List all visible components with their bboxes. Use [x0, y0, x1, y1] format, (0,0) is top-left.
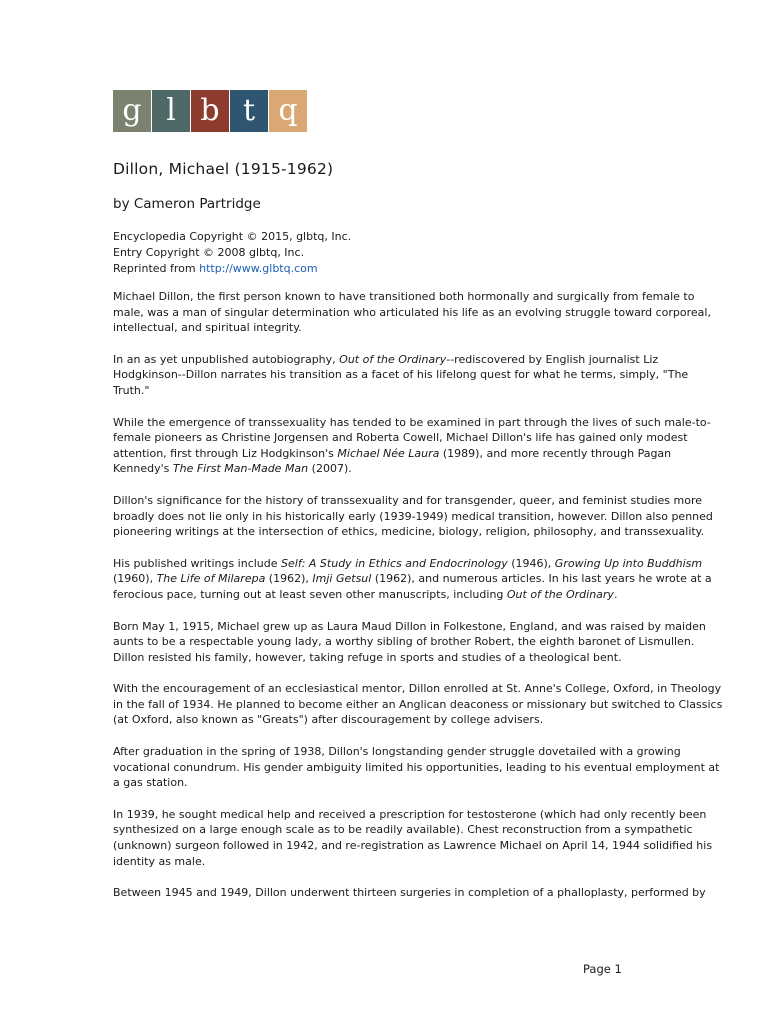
book-title: Michael Née Laura — [337, 446, 440, 460]
logo-tile-t: t — [230, 90, 268, 132]
logo-tile-l: l — [152, 90, 190, 132]
book-title: The Life of Milarepa — [156, 572, 266, 586]
encyclopedia-copyright: Encyclopedia Copyright © 2015, glbtq, Inc. — [113, 230, 352, 243]
article-body — [113, 289, 728, 917]
book-title: Growing Up into Buddhism — [554, 556, 703, 570]
paragraph-1: Michael Dillon, the first person known to have transitioned both hormonally and surgically from female to male, was a man of singular determination who articulated his life as an evolving struggle toward corporeal, intellectual, and spiritual integrity. — [113, 290, 711, 335]
entry-copyright: Entry Copyright © 2008 glbtq, Inc. — [113, 246, 305, 259]
logo-tile-g: g — [113, 90, 151, 132]
paragraph-3: While the emergence of transsexuality has tended to be examined in part through the lives of such male-to-female pioneers as Christine Jorgensen and Roberta Cowell, Michael Dillon's life has gained only modest attention, first through Liz Hodgkinson's Michael Née Laura (1989), and more recently through Pagan Kennedy's The First Man-Made Man (2007). — [113, 415, 711, 476]
paragraph-4: Dillon's significance for the history of transsexuality and for transgender, queer, and feminist studies more broadly does not lie only in his historically early (1939-1949) medical transition, however. Dillon also penned pioneering writings at the intersection of ethics, medicine, biology, religion, philosophy, and transsexuality. — [113, 493, 713, 539]
article-title: Dillon, Michael (1915-1962) — [113, 160, 334, 178]
book-title: Out of the Ordinary — [339, 352, 447, 366]
book-title: Imji Getsul — [312, 572, 372, 586]
paragraph-9: In 1939, he sought medical help and received a prescription for testosterone (which had only recently been synthesized on a large enough scale as to be readily available). Chest reconstruction from a sympathetic (unknown) surgeon followed in 1942, and re-registration as Lawrence Michael on April 14, 1944 solidified his identity as male. — [113, 807, 713, 868]
copyright-block — [113, 229, 351, 277]
paragraph-2: In an as yet unpublished autobiography, Out of the Ordinary--rediscovered by English journalist Liz Hodgkinson--Dillon narrates his transition as a facet of his lifelong quest for what he terms, simply, "The Truth." — [113, 352, 689, 397]
logo-tile-q: q — [269, 90, 307, 132]
reprinted-label: Reprinted from — [113, 262, 200, 275]
paragraph-8: After graduation in the spring of 1938, Dillon's longstanding gender struggle dovetailed with a growing vocational conundrum. His gender ambiguity limited his opportunities, leading to his eventual employment at a gas station. — [113, 745, 720, 790]
paragraph-7: With the encouragement of an ecclesiastical mentor, Dillon enrolled at St. Anne's College, Oxford, in Theology in the fall of 1934. He planned to become either an Anglican deaconess or missionary but switched to Classics (at Oxford, also known as "Greats") after discouragement by college advisers. — [113, 682, 723, 727]
paragraph-5: His published writings include Self: A Study in Ethics and Endocrinology (1946), Growing Up into Buddhism (1960), The Life of Milarepa (1962), Imji Getsul (1962), and numerous articles. In his last years he wrote at a ferocious pace, turning out at least seven other manuscripts, including Out of the Ordinary. — [113, 556, 712, 601]
book-title: Self: A Study in Ethics and Endocrinology — [281, 556, 508, 570]
reprinted-line — [113, 261, 351, 277]
book-title: The First Man-Made Man — [172, 462, 309, 476]
page-number: Page 1 — [583, 962, 622, 976]
logo-tile-b: b — [191, 90, 229, 132]
glbtq-logo — [113, 90, 307, 132]
paragraph-10: Between 1945 and 1949, Dillon underwent thirteen surgeries in completion of a phalloplasty, performed by — [113, 886, 706, 900]
paragraph-6: Born May 1, 1915, Michael grew up as Laura Maud Dillon in Folkestone, England, and was raised by maiden aunts to be a respectable young lady, a worthy sibling of brother Robert, the eighth baronet of Lismullen. Dillon resisted his family, however, taking refuge in sports and studies of a theological bent. — [113, 619, 706, 664]
glbtq-link[interactable]: http://www.glbtq.com — [199, 262, 318, 275]
book-title: Out of the Ordinary — [506, 587, 614, 601]
author-byline: by Cameron Partridge — [113, 196, 261, 212]
